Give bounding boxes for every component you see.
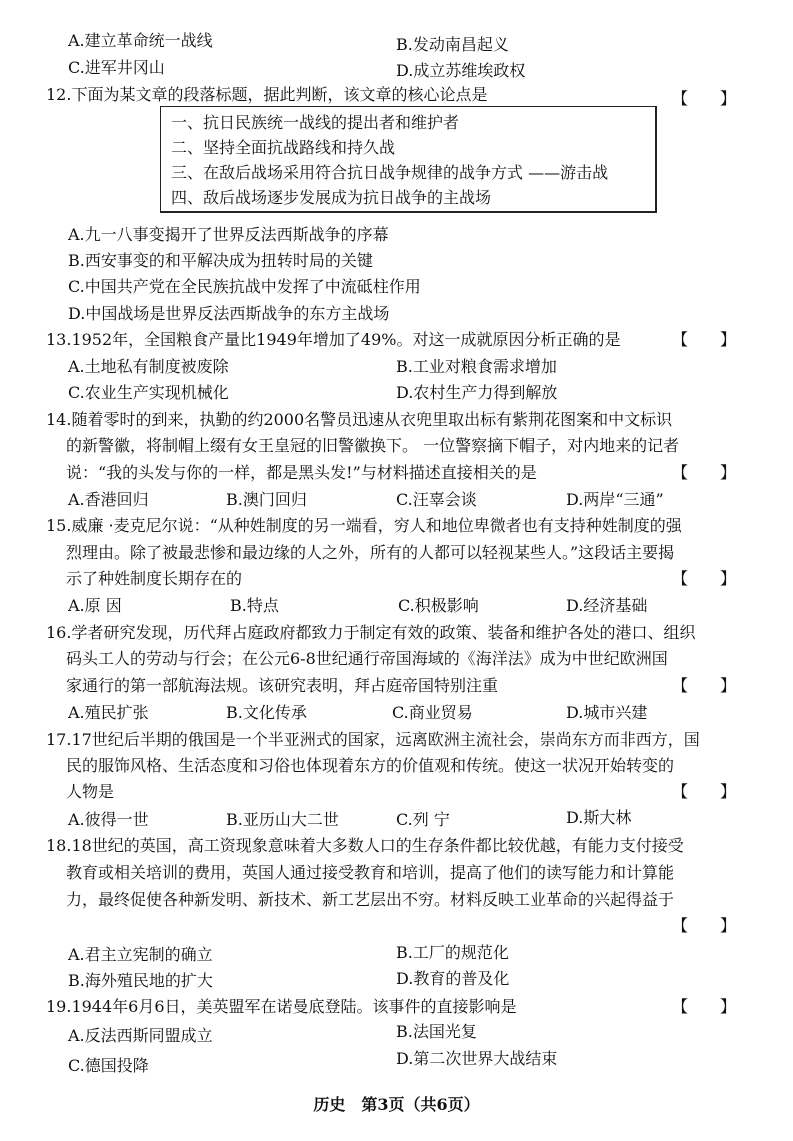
- q17-option-d: D.斯大林: [566, 808, 632, 827]
- q12-option-d: D.中国战场是世界反法西斯战争的东方主战场: [68, 304, 390, 323]
- q12-box-line-4: 四、敌后战场逐步发展成为抗日战争的主战场: [171, 188, 492, 207]
- q14-option-b: B.澳门回归: [226, 490, 307, 509]
- q14-option-d: D.两岸“三通”: [566, 490, 664, 509]
- q17-stem-line-1: 17.17世纪后半期的俄国是一个半亚洲式的国家，远离欧洲主流社会，崇尚东方而非西方，国: [46, 730, 700, 749]
- q16-stem-line-1: 16.学者研究发现，历代拜占庭政府都致力于制定有效的政策、装备和维护各处的港口、组织: [46, 623, 696, 642]
- q12-box-line-3: 三、在敌后战场采用符合抗日战争规律的战争方式 ——游击战: [171, 163, 609, 182]
- q14-option-c: C.汪辜会谈: [396, 490, 477, 509]
- q11-option-c: C.进军井冈山: [68, 58, 165, 77]
- q19-option-d: D.第二次世界大战结束: [396, 1049, 558, 1068]
- q14-stem-line-2: 的新警徽，将制帽上缀有女王皇冠的旧警徽换下。 一位警察摘下帽子，对内地来的记者: [66, 436, 680, 455]
- q17-option-a: A.彼得一世: [68, 810, 149, 829]
- q13-stem: 13.1952年，全国粮食产量比1949年增加了49%。对这一成就原因分析正确的是: [46, 330, 621, 349]
- q13-option-a: A.土地私有制度被废除: [68, 357, 229, 376]
- q17-stem-line-2: 民的服饰风格、生活态度和习俗也体现着东方的价值观和传统。使这一状况开始转变的: [66, 756, 675, 775]
- q17-option-c: C.列 宁: [396, 810, 450, 829]
- q15-answer-bracket: 【 】: [672, 569, 737, 588]
- q13-answer-bracket: 【 】: [672, 330, 737, 349]
- q12-option-a: A.九一八事变揭开了世界反法西斯战争的序幕: [68, 225, 389, 244]
- q11-option-b: B.发动南昌起义: [396, 35, 509, 54]
- q15-option-b: B.特点: [230, 596, 279, 615]
- q18-stem-line-1: 18.18世纪的英国，高工资现象意味着大多数人口的生存条件都比较优越，有能力支付接受: [46, 836, 684, 855]
- q15-option-a: A.原 因: [68, 596, 122, 615]
- q19-option-c: C.德国投降: [68, 1056, 149, 1075]
- q15-option-c: C.积极影响: [398, 596, 479, 615]
- q16-answer-bracket: 【 】: [672, 676, 737, 695]
- q15-stem-line-1: 15.威廉 ·麦克尼尔说：“从种姓制度的另一端看，穷人和地位卑微者也有支持种姓制度的强: [46, 516, 682, 535]
- q12-heading-box: [160, 106, 657, 213]
- q16-option-d: D.城市兴建: [566, 703, 648, 722]
- q18-option-d: D.教育的普及化: [396, 969, 510, 988]
- q18-answer-bracket: 【 】: [672, 916, 737, 935]
- q15-stem-line-2: 烈理由。除了被最悲惨和最边缘的人之外，所有的人都可以轻视某些人。”这段话主要揭: [66, 543, 675, 562]
- q15-stem-line-3: 示了种姓制度长期存在的: [66, 569, 243, 588]
- q18-option-c: B.海外殖民地的扩大: [68, 971, 213, 990]
- q14-stem-line-1: 14.随着零时的到来，执勤的约2000名警员迅速从衣兜里取出标有紫荆花图案和中文标识: [46, 410, 673, 429]
- q16-stem-line-3: 家通行的第一部航海法规。该研究表明，拜占庭帝国特别注重: [66, 676, 499, 695]
- q19-answer-bracket: 【 】: [672, 997, 737, 1016]
- q15-option-d: D.经济基础: [566, 596, 648, 615]
- q12-answer-bracket: 【 】: [672, 89, 737, 108]
- q17-answer-bracket: 【 】: [672, 782, 737, 801]
- q12-option-b: B.西安事变的和平解决成为扭转时局的关键: [68, 251, 373, 270]
- q11-option-a: A.建立革命统一战线: [68, 31, 213, 50]
- q18-stem-line-3: 力，最终促使各种新发明、新技术、新工艺层出不穷。材料反映工业革命的兴起得益于: [66, 890, 675, 909]
- q11-option-d: D.成立苏维埃政权: [396, 61, 526, 80]
- q18-option-a: A.君主立宪制的确立: [68, 945, 213, 964]
- q13-option-d: D.农村生产力得到解放: [396, 383, 558, 402]
- q13-option-b: B.工业对粮食需求增加: [396, 357, 557, 376]
- page-footer: 历史 第3页（共6页）: [313, 1095, 480, 1114]
- q12-option-c: C.中国共产党在全民族抗战中发挥了中流砥柱作用: [68, 277, 421, 296]
- q19-stem: 19.1944年6月6日，美英盟军在诺曼底登陆。该事件的直接影响是: [46, 997, 517, 1016]
- q12-stem: 12.下面为某文章的段落标题，据此判断，该文章的核心论点是: [46, 85, 488, 104]
- q19-option-a: A.反法西斯同盟成立: [68, 1026, 213, 1045]
- q14-answer-bracket: 【 】: [672, 463, 737, 482]
- q16-option-a: A.殖民扩张: [68, 703, 149, 722]
- q18-stem-line-2: 教育或相关培训的费用，英国人通过接受教育和培训，提高了他们的读写能力和计算能: [66, 863, 675, 882]
- q12-box-line-2: 二、坚持全面抗战路线和持久战: [171, 138, 396, 157]
- q16-stem-line-2: 码头工人的劳动与行会；在公元6-8世纪通行帝国海域的《海洋法》成为中世纪欧洲国: [66, 649, 668, 668]
- q18-option-b: B.工厂的规范化: [396, 943, 509, 962]
- q13-option-c: C.农业生产实现机械化: [68, 383, 229, 402]
- q16-option-c: C.商业贸易: [392, 703, 473, 722]
- q14-stem-line-3: 说：“我的头发与你的一样，都是黑头发!”与材料描述直接相关的是: [66, 463, 537, 482]
- q12-box-line-1: 一、抗日民族统一战线的提出者和维护者: [171, 113, 460, 132]
- q17-option-b: B.亚历山大二世: [226, 810, 339, 829]
- q17-stem-line-3: 人物是: [66, 782, 115, 801]
- q14-option-a: A.香港回归: [68, 490, 149, 509]
- q16-option-b: B.文化传承: [226, 703, 307, 722]
- q19-option-b: B.法国光复: [396, 1022, 477, 1041]
